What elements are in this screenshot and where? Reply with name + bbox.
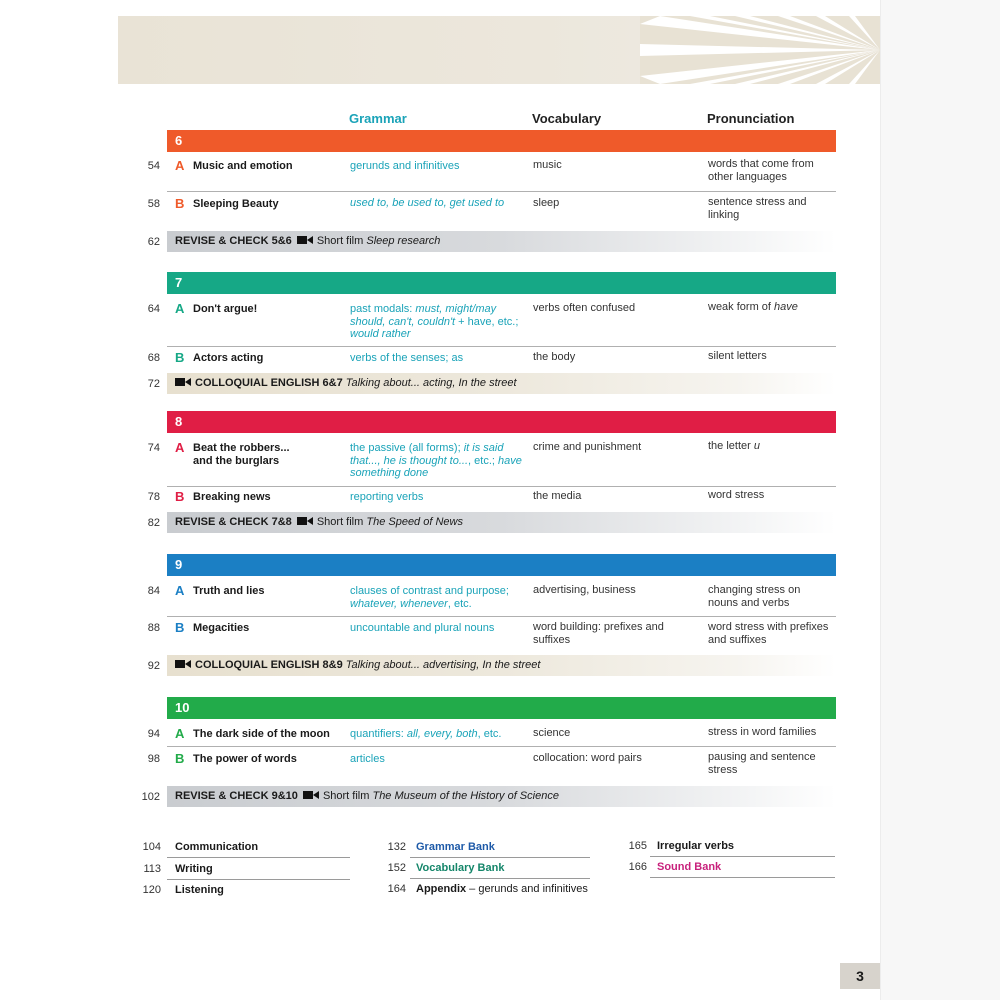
grammar-part: have something done (350, 454, 522, 479)
video-camera-icon (303, 790, 319, 800)
lesson-letter: B (175, 751, 185, 766)
lesson-pronunciation: stress in word families (708, 726, 817, 738)
row-divider (167, 746, 836, 747)
lesson-title: The dark side of the moon (193, 728, 330, 740)
lesson-grammar (350, 585, 525, 610)
film-title: Sleep research (366, 235, 441, 247)
pronunciation-column-header: Pronunciation (707, 111, 795, 126)
lesson-vocabulary: verbs often confused (533, 302, 636, 314)
lesson-title: Sleeping Beauty (193, 198, 279, 210)
lesson-page: 78 (147, 491, 160, 503)
lesson-grammar: verbs of the senses; as (350, 352, 464, 364)
lesson-pronunciation (708, 440, 833, 453)
lesson-title: Don't argue! (193, 303, 258, 315)
colloquial-english-band (167, 373, 836, 394)
review-subtitle: Talking about... advertising, In the street (345, 659, 541, 671)
page-edge (880, 0, 1000, 1000)
lesson-grammar (350, 442, 525, 480)
lesson-grammar (350, 728, 525, 741)
lesson-vocabulary: word building: prefixes and suffixes (533, 621, 664, 646)
lesson-page: 74 (147, 442, 160, 454)
unit-8-bar: 8 (167, 411, 836, 433)
appendix-suffix: – gerunds and infinitives (466, 883, 588, 895)
lesson-page: 54 (147, 160, 160, 172)
review-subtitle: Talking about... acting, In the street (345, 377, 517, 389)
header-banner (118, 16, 880, 84)
lesson-page: 58 (147, 198, 160, 210)
colloquial-english-band (167, 655, 836, 676)
video-camera-icon (297, 235, 313, 245)
page-number: 3 (840, 963, 880, 989)
lesson-letter: A (175, 301, 185, 316)
grammar-part: past modals: (350, 303, 416, 315)
footer-page: 164 (387, 883, 406, 895)
row-divider (167, 191, 836, 192)
review-label: REVISE & CHECK 5&6 (175, 235, 292, 247)
row-divider (167, 616, 836, 617)
lesson-grammar: articles (350, 753, 385, 765)
film-prefix: Short film (316, 516, 364, 528)
unit-9-bar: 9 (167, 554, 836, 576)
lesson-vocabulary: science (533, 727, 571, 739)
grammar-part: clauses of contrast and purpose; (350, 585, 509, 597)
footer-vocabulary-bank: Vocabulary Bank (416, 862, 505, 874)
lesson-letter: B (175, 620, 185, 635)
lesson-letter: B (175, 350, 185, 365)
grammar-part: quantifiers: (350, 728, 407, 740)
lesson-pronunciation: silent letters (708, 350, 767, 362)
lesson-letter: A (175, 158, 185, 173)
lesson-grammar: reporting verbs (350, 491, 424, 503)
review-page: 62 (147, 236, 160, 248)
film-prefix: Short film (316, 235, 364, 247)
footer-listening: Listening (175, 884, 224, 896)
pronunciation-part: have (774, 301, 798, 313)
lesson-page: 68 (147, 352, 160, 364)
lesson-pronunciation: word stress (708, 489, 765, 501)
lesson-vocabulary: crime and punishment (533, 441, 642, 453)
review-page: 102 (141, 791, 160, 803)
lesson-vocabulary: the media (533, 490, 582, 502)
footer-page: 165 (628, 840, 647, 852)
grammar-part: all, every, both (406, 728, 478, 740)
revise-check-band (167, 512, 836, 533)
lesson-title: Breaking news (193, 491, 271, 503)
lesson-grammar: uncountable and plural nouns (350, 622, 495, 634)
lesson-title: The power of words (193, 753, 297, 765)
grammar-part: , etc.; (468, 454, 498, 467)
footer-divider (410, 878, 590, 879)
review-page: 72 (147, 378, 160, 390)
grammar-column-header: Grammar (349, 111, 407, 126)
lesson-pronunciation: word stress with prefixes and suffixes (708, 621, 829, 646)
grammar-part: the passive (all forms); (350, 442, 464, 454)
footer-writing: Writing (175, 863, 213, 875)
unit-6-bar: 6 (167, 130, 836, 152)
footer-divider (167, 879, 350, 880)
lesson-page: 98 (147, 753, 160, 765)
lesson-letter: A (175, 726, 185, 741)
lesson-vocabulary: sleep (533, 197, 560, 209)
lesson-letter: B (175, 196, 185, 211)
film-title: The Museum of the History of Science (372, 790, 559, 802)
review-page: 92 (147, 660, 160, 672)
lesson-title: Beat the robbers... and the burglars (193, 442, 290, 467)
review-label: REVISE & CHECK 7&8 (175, 516, 292, 528)
lesson-title: Truth and lies (193, 585, 265, 597)
footer-communication: Communication (175, 841, 259, 853)
review-page: 82 (147, 517, 160, 529)
row-divider (167, 346, 836, 347)
pronunciation-part: the letter (708, 440, 754, 452)
unit-7-bar: 7 (167, 272, 836, 294)
grammar-part: must, might/may should, can't, couldn't (350, 303, 497, 328)
revise-check-band (167, 231, 836, 252)
row-divider (167, 486, 836, 487)
grammar-part: it is said that..., he is thought to... (350, 442, 504, 467)
sunburst-graphic (640, 16, 880, 84)
footer-grammar-bank: Grammar Bank (416, 841, 495, 853)
unit-10-bar: 10 (167, 697, 836, 719)
footer-irregular-verbs: Irregular verbs (657, 840, 735, 852)
video-camera-icon (175, 377, 191, 387)
revise-check-band (167, 786, 836, 807)
lesson-vocabulary: advertising, business (533, 584, 636, 596)
appendix-label: Appendix (416, 883, 467, 895)
footer-divider (167, 857, 350, 858)
lesson-pronunciation: words that come from other languages (708, 158, 814, 183)
lesson-title: Actors acting (193, 352, 264, 364)
lesson-pronunciation: sentence stress and linking (708, 196, 807, 221)
pronunciation-part: u (753, 440, 760, 452)
lesson-grammar (350, 303, 525, 341)
vocabulary-column-header: Vocabulary (532, 111, 602, 126)
footer-page: 120 (142, 884, 161, 896)
lesson-letter: A (175, 583, 185, 598)
video-camera-icon (175, 659, 191, 669)
lesson-vocabulary: music (533, 159, 562, 171)
lesson-pronunciation: pausing and sentence stress (708, 751, 816, 776)
lesson-vocabulary: the body (533, 351, 576, 363)
footer-divider (650, 856, 835, 857)
footer-page: 166 (628, 861, 647, 873)
lesson-title: Music and emotion (193, 160, 293, 172)
lesson-letter: A (175, 440, 185, 455)
lesson-grammar: used to, be used to, get used to (350, 197, 505, 209)
pronunciation-part: weak form of (708, 301, 775, 313)
film-title: The Speed of News (366, 516, 463, 528)
lesson-pronunciation: changing stress on nouns and verbs (708, 584, 801, 609)
review-label: COLLOQUIAL ENGLISH 6&7 (195, 377, 343, 389)
lesson-grammar: gerunds and infinitives (350, 160, 460, 172)
review-label: COLLOQUIAL ENGLISH 8&9 (195, 659, 343, 671)
footer-page: 152 (387, 862, 406, 874)
footer-page: 132 (387, 841, 406, 853)
footer-page: 113 (143, 863, 161, 875)
grammar-part: would rather (350, 328, 411, 340)
lesson-page: 64 (147, 303, 160, 315)
lesson-pronunciation (708, 301, 833, 314)
lesson-vocabulary: collocation: word pairs (533, 752, 642, 764)
grammar-part: , etc. (477, 728, 502, 740)
grammar-part: + have, etc.; (455, 315, 519, 328)
footer-sound-bank: Sound Bank (657, 861, 722, 873)
footer-divider (650, 877, 835, 878)
video-camera-icon (297, 516, 313, 526)
grammar-part: , etc. (447, 597, 472, 610)
lesson-page: 94 (147, 728, 160, 740)
grammar-part: whatever, whenever (350, 597, 448, 610)
lesson-letter: B (175, 489, 185, 504)
footer-appendix (416, 883, 588, 895)
lesson-page: 84 (147, 585, 160, 597)
footer-divider (410, 857, 590, 858)
footer-page: 104 (142, 841, 161, 853)
lesson-title: Megacities (193, 622, 250, 634)
film-prefix: Short film (322, 790, 370, 802)
review-label: REVISE & CHECK 9&10 (175, 790, 298, 802)
lesson-page: 88 (147, 622, 160, 634)
